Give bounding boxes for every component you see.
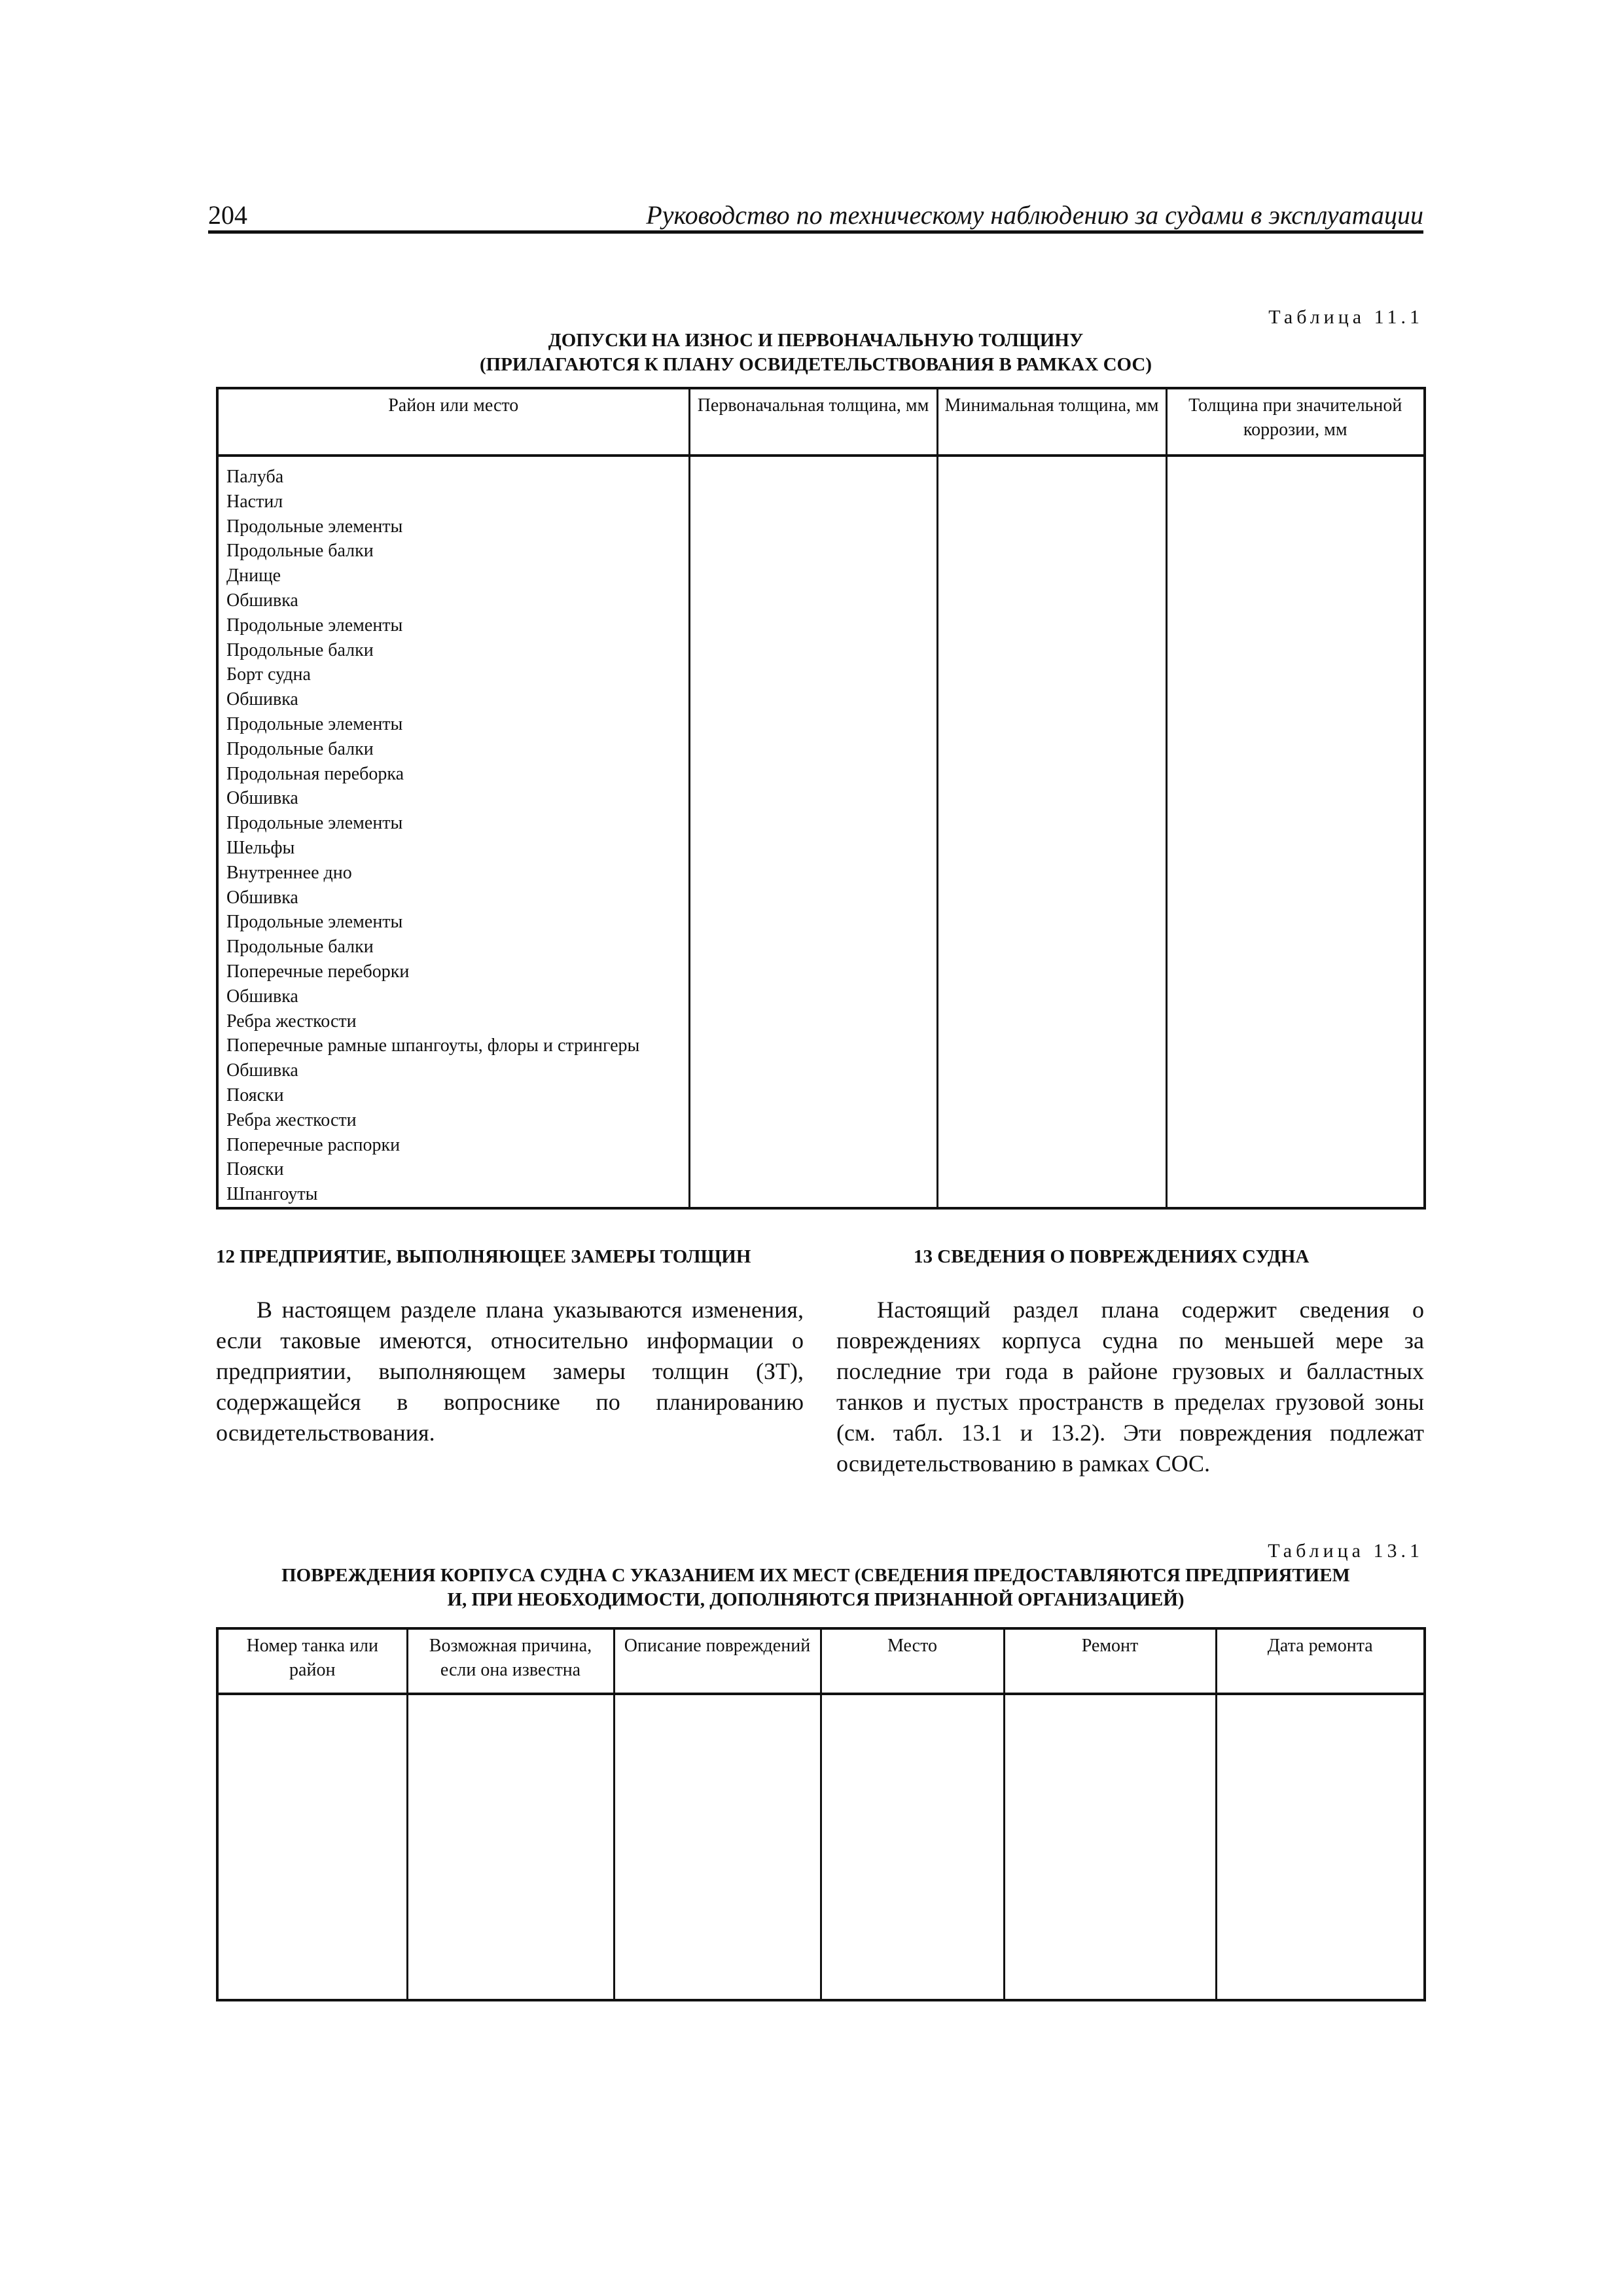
location-row: Продольные элементы xyxy=(226,912,403,933)
location-row: Палуба xyxy=(226,467,284,487)
column-header-place: Место xyxy=(821,1628,1004,1694)
location-row: Продольные элементы xyxy=(226,713,403,734)
location-row: Продольные балки xyxy=(226,639,374,660)
location-row: Обшивка xyxy=(226,590,298,611)
column-header-substantial-corrosion-thickness: Толщина при значительной коррозии, мм xyxy=(1166,388,1425,456)
place-cell xyxy=(821,1694,1004,2000)
location-row: Продольная переборка xyxy=(226,763,404,784)
table-11-1-title-line2: (ПРИЛАГАЮТСЯ К ПЛАНУ ОСВИДЕТЕЛЬСТВОВАНИЯ В РАМКАХ СОС) xyxy=(479,354,1152,375)
column-header-possible-cause: Возможная причина, если она известна xyxy=(407,1628,614,1694)
column-header-tank-number: Номер танка или район xyxy=(217,1628,407,1694)
location-row: Продольные балки xyxy=(226,738,374,759)
repair-date-cell xyxy=(1216,1694,1425,2000)
table-13-1-title-line1: ПОВРЕЖДЕНИЯ КОРПУСА СУДНА С УКАЗАНИЕМ ИХ МЕСТ (СВЕДЕНИЯ ПРЕДОСТАВЛЯЮТСЯ ПРЕДПРИЯТИЕМ xyxy=(281,1565,1350,1586)
location-row: Обшивка xyxy=(226,1060,298,1081)
column-header-original-thickness: Первоначальная толщина, мм xyxy=(689,388,937,456)
table-11-1-label: Таблица 11.1 xyxy=(1268,306,1423,328)
corrosion-thickness-cell xyxy=(1166,456,1425,1208)
location-row: Ребра жесткости xyxy=(226,1109,357,1130)
location-row: Шпангоуты xyxy=(226,1184,318,1205)
location-row: Шельфы xyxy=(226,837,295,858)
table-13-1-title xyxy=(208,1564,1423,1612)
column-header-repair-date: Дата ремонта xyxy=(1216,1628,1425,1694)
location-list xyxy=(226,465,688,1207)
original-thickness-cell xyxy=(689,456,937,1208)
table-11-1-title xyxy=(208,329,1423,377)
location-row: Продольные элементы xyxy=(226,615,403,636)
minimum-thickness-cell xyxy=(937,456,1166,1208)
possible-cause-cell xyxy=(407,1694,614,2000)
location-row: Внутреннее дно xyxy=(226,862,352,883)
location-row: Борт судна xyxy=(226,664,311,685)
section-13-heading: 13 СВЕДЕНИЯ О ПОВРЕЖДЕНИЯХ СУДНА xyxy=(914,1246,1310,1267)
location-row: Продольные балки xyxy=(226,541,374,562)
section-13-text xyxy=(836,1295,1424,1479)
location-row: Поперечные распорки xyxy=(226,1134,401,1155)
hull-damage-table xyxy=(216,1627,1426,2001)
location-row: Продольные элементы xyxy=(226,813,403,834)
location-row: Обшивка xyxy=(226,689,298,710)
location-row: Днище xyxy=(226,565,281,586)
page-number: 204 xyxy=(208,200,247,230)
location-cell xyxy=(217,456,689,1208)
location-row: Пояски xyxy=(226,1085,284,1105)
location-row: Продольные балки xyxy=(226,937,374,958)
running-header: Руководство по техническому наблюдению за судами в эксплуатации xyxy=(646,200,1423,230)
location-row: Обшивка xyxy=(226,887,298,908)
header-rule xyxy=(208,230,1423,234)
section-13-body: Настоящий раздел плана содержит сведения о повреждениях корпуса судна по меньшей мере за последние три года в районе грузовых и балластных танков и пустых пространств в пределах грузовой зоны (см. табл. 13.1 и 13.2). Эти повреждения подлежат освидетельствованию в рамках СОС. xyxy=(836,1297,1424,1477)
column-header-repair: Ремонт xyxy=(1004,1628,1216,1694)
wear-tolerance-table xyxy=(216,387,1426,1210)
section-12-body: В настоящем разделе плана указываются изменения, если таковые имеются, относительно информации о предприятии, выполняющем замеры толщин (ЗТ), содержащейся в вопроснике по планированию освидетельствования. xyxy=(216,1297,804,1446)
location-row: Обшивка xyxy=(226,986,298,1007)
location-row: Поперечные рамные шпангоуты, флоры и стрингеры xyxy=(226,1035,640,1056)
location-row: Поперечные переборки xyxy=(226,961,410,982)
column-header-damage-description: Описание повреждений xyxy=(614,1628,821,1694)
table-13-1-title-line2: И, ПРИ НЕОБХОДИМОСТИ, ДОПОЛНЯЮТСЯ ПРИЗНАННОЙ ОРГАНИЗАЦИЕЙ) xyxy=(447,1589,1185,1610)
table-13-1-label: Таблица 13.1 xyxy=(1268,1540,1423,1562)
location-row: Настил xyxy=(226,491,283,512)
column-header-minimum-thickness: Минимальная толщина, мм xyxy=(937,388,1166,456)
location-row: Обшивка xyxy=(226,788,298,809)
damage-description-cell xyxy=(614,1694,821,2000)
tank-number-cell xyxy=(217,1694,407,2000)
repair-cell xyxy=(1004,1694,1216,2000)
section-12-text xyxy=(216,1295,804,1448)
table-11-1-title-line1: ДОПУСКИ НА ИЗНОС И ПЕРВОНАЧАЛЬНУЮ ТОЛЩИНУ xyxy=(548,330,1084,351)
location-row: Пояски xyxy=(226,1159,284,1180)
section-12-heading: 12 ПРЕДПРИЯТИЕ, ВЫПОЛНЯЮЩЕЕ ЗАМЕРЫ ТОЛЩИН xyxy=(216,1246,751,1267)
location-row: Ребра жесткости xyxy=(226,1011,357,1031)
column-header-location: Район или место xyxy=(217,388,689,456)
location-row: Продольные элементы xyxy=(226,516,403,537)
